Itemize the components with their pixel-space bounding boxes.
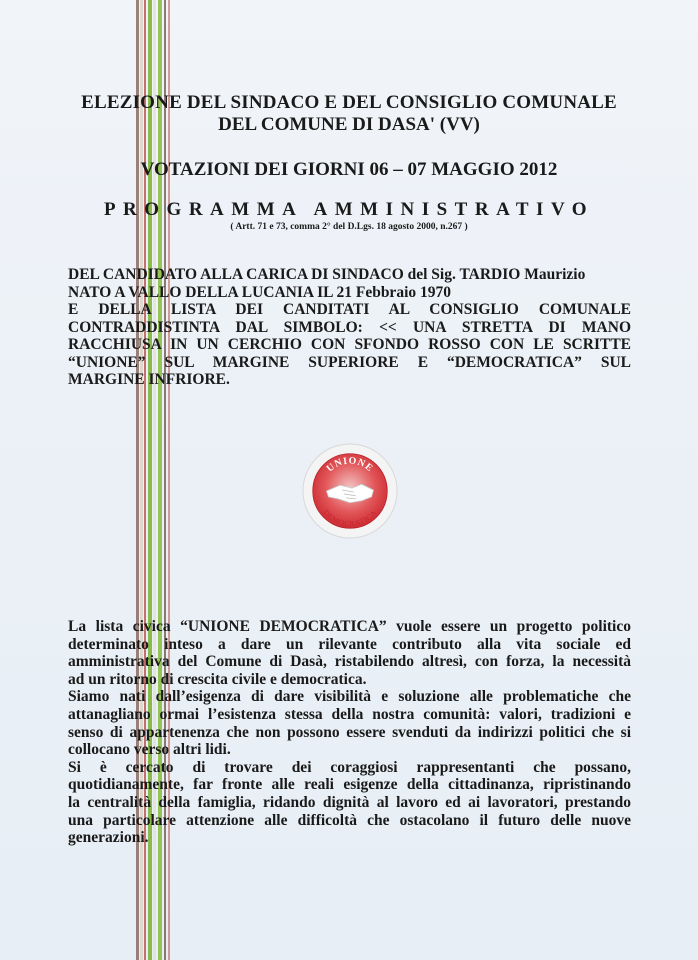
candidate-line: NATO A VALLO DELLA LUCANIA IL 21 Febbraio 1970 — [68, 283, 451, 301]
program-line: determinato inteso a dare un rilevante contributo alla vita sociale ed — [68, 635, 631, 653]
unione-democratica-logo — [301, 442, 399, 540]
program-line: generazioni. — [68, 829, 149, 847]
logo-top-text: UNIONE — [324, 455, 376, 475]
program-line: collocano verso altri lidi. — [68, 741, 231, 759]
program-line: la centralità della famiglia, ridando dignità al lavoro ed ai lavoratori, prestando — [68, 793, 631, 811]
election-title-line1: ELEZIONE DEL SINDACO E DEL CONSIGLIO COMUNALE — [81, 92, 617, 113]
voting-dates: VOTAZIONI DEI GIORNI 06 – 07 MAGGIO 2012 — [140, 159, 558, 180]
program-line: ad un ritorno di crescita civile e democratica. — [68, 670, 367, 688]
candidate-line: E DELLA LISTA DEI CANDITATI AL CONSIGLIO COMUNALE — [68, 301, 631, 318]
program-line: quotidianamente, far fronte alle reali esigenze della cittadinanza, ripristinando — [68, 776, 631, 794]
program-line: una particolare attenzione alle difficoltà che ostacolano il futuro delle nuove — [68, 811, 631, 829]
candidate-line: DEL CANDIDATO ALLA CARICA DI SINDACO del Sig. TARDIO Maurizio — [68, 266, 586, 283]
program-line: La lista civica “UNIONE DEMOCRATICA” vuole essere un progetto politico — [68, 618, 631, 635]
candidate-line: “UNIONE” SUL MARGINE SUPERIORE E “DEMOCRATICA” SUL — [68, 353, 631, 371]
program-text — [68, 618, 631, 847]
program-heading: PROGRAMMA AMMINISTRATIVO — [103, 199, 595, 220]
candidate-section — [68, 266, 631, 389]
candidate-line: RACCHIUSA IN UN CERCHIO CON SFONDO ROSSO CON LE SCRITTE — [68, 336, 631, 353]
election-title-line2: DEL COMUNE DI DASA' (VV) — [218, 114, 480, 135]
logo-bottom-text: DEMOCRATICA — [321, 507, 379, 529]
legal-reference: ( Artt. 71 e 73, comma 2° del D.Lgs. 18 agosto 2000, n.267 ) — [230, 222, 468, 232]
program-line: Si è cercato di trovare dei coraggiosi rappresentanti che possano, — [68, 758, 631, 776]
candidate-line: CONTRADDISTINTA DAL SIMBOLO: << UNA STRETTA DI MANO — [68, 318, 631, 336]
program-line: Siamo nati dall’esigenza di dare visibilità e soluzione alle problematiche che — [68, 688, 631, 706]
program-line: attanagliano ormai l’esistenza stessa della nostra comunità: valori, tradizioni e — [68, 705, 631, 723]
candidate-line: MARGINE INFRIORE. — [68, 371, 230, 388]
program-line: senso di appartenenza che non possono essere svenduti da indirizzi politici che si — [68, 723, 631, 741]
program-line: amministrativa del Comune di Dasà, ristabilendo altresì, con forza, la necessità — [68, 653, 631, 671]
